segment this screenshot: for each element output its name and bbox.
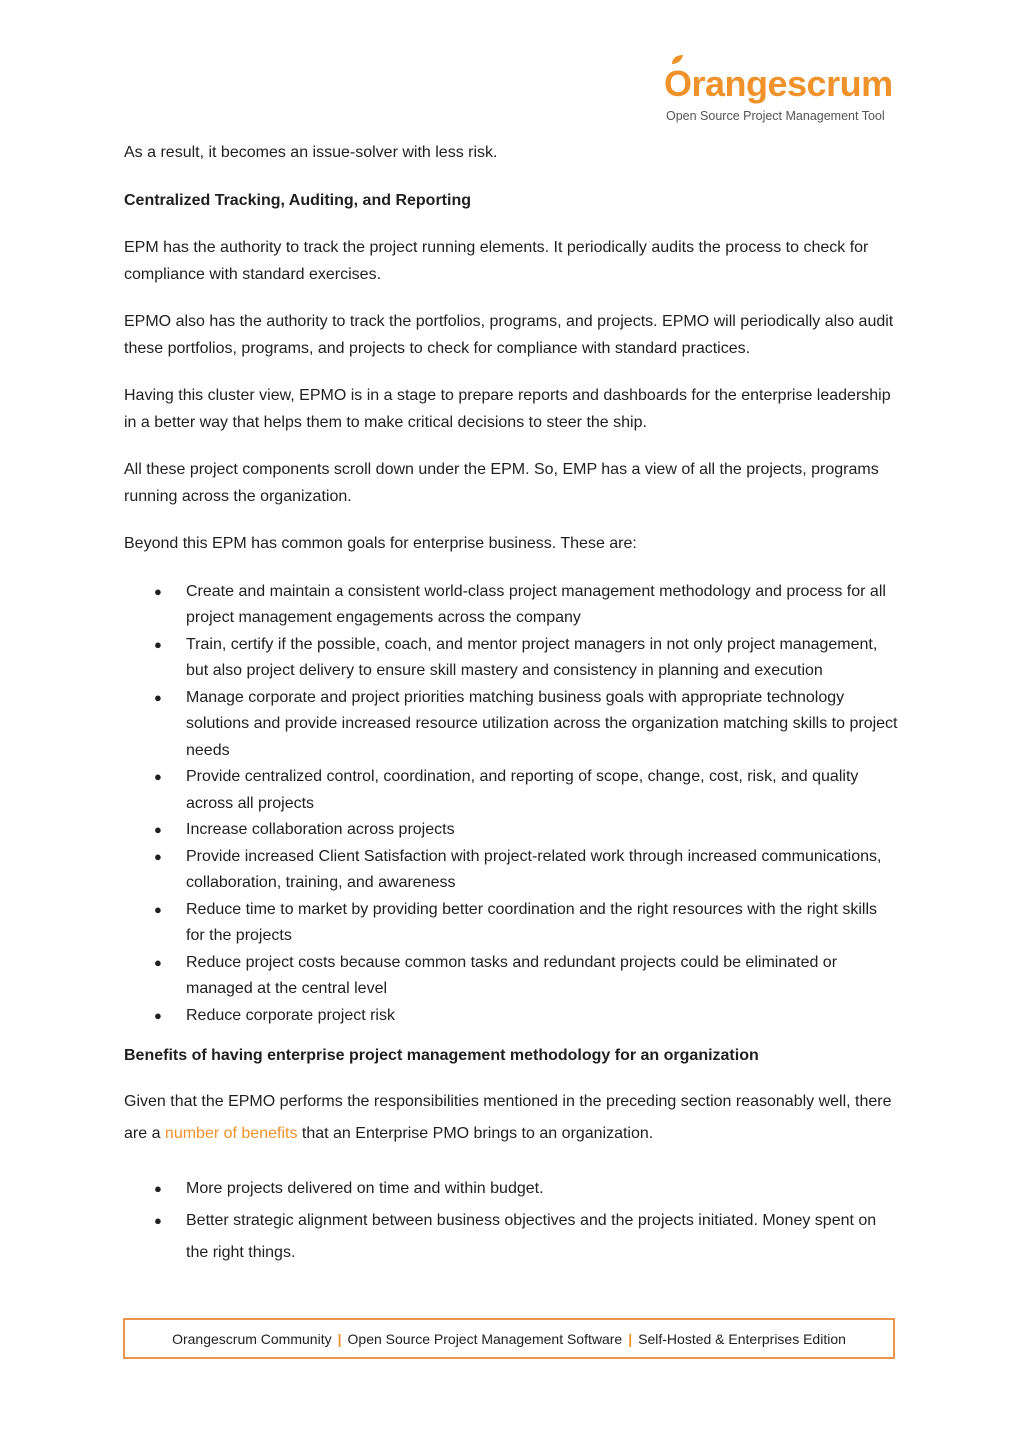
goals-list bbox=[124, 579, 899, 1030]
benefits-list bbox=[124, 1173, 899, 1269]
document-body bbox=[124, 140, 899, 1283]
paragraph-project-components: All these project components scroll down under the EPM. So, EMP has a view of all the projects, programs running across the organization. bbox=[124, 461, 879, 505]
footer-community: Orangescrum Community bbox=[172, 1330, 332, 1347]
page-footer bbox=[123, 1318, 895, 1359]
footer-edition: Self-Hosted & Enterprises Edition bbox=[638, 1330, 846, 1347]
heading-centralized-tracking: Centralized Tracking, Auditing, and Reporting bbox=[124, 191, 471, 209]
paragraph-epm-authority: EPM has the authority to track the project running elements. It periodically audits the process to check for compliance with standard exercises. bbox=[124, 239, 869, 283]
list-item: ● Reduce time to market by providing better coordination and the right resources with the right skills for the projects bbox=[124, 897, 899, 950]
orangescrum-logo bbox=[664, 64, 904, 134]
footer-separator: | bbox=[337, 1330, 342, 1347]
paragraph-epmo-authority: EPMO also has the authority to track the portfolios, programs, and projects. EPMO will periodically also audit these portfolios, programs, and projects to check for compliance with standard practices. bbox=[124, 313, 894, 357]
logo-wordmark: Orangescrum bbox=[664, 63, 893, 104]
paragraph-benefits-intro: Given that the EPMO performs the responsibilities mentioned in the preceding section reasonably well, there are a number of benefits that an Enterprise PMO brings to an organization. bbox=[124, 1092, 892, 1142]
bullet-icon: ● bbox=[154, 901, 162, 917]
list-item: ● More projects delivered on time and within budget. bbox=[124, 1173, 899, 1205]
list-item: ● Provide increased Client Satisfaction with project-related work through increased communications, collaboration, training, and awareness bbox=[124, 844, 899, 897]
list-item: ● Create and maintain a consistent world-class project management methodology and process for all project management engagements across the company bbox=[124, 579, 899, 632]
leaf-icon bbox=[670, 54, 684, 66]
list-item: ● Increase collaboration across projects bbox=[124, 817, 899, 844]
bullet-icon: ● bbox=[154, 1180, 162, 1196]
bullet-icon: ● bbox=[154, 1212, 162, 1228]
list-item: ● Reduce corporate project risk bbox=[124, 1003, 899, 1030]
list-item: ● Train, certify if the possible, coach, and mentor project managers in not only project management, but also project delivery to ensure skill mastery and consistency in planning and execution bbox=[124, 632, 899, 685]
bullet-icon: ● bbox=[154, 848, 162, 864]
bullet-icon: ● bbox=[154, 1007, 162, 1023]
heading-benefits: Benefits of having enterprise project management methodology for an organization bbox=[124, 1047, 759, 1064]
bullet-icon: ● bbox=[154, 636, 162, 652]
paragraph-cluster-view: Having this cluster view, EPMO is in a stage to prepare reports and dashboards for the enterprise leadership in a better way that helps them to make critical decisions to steer the ship. bbox=[124, 387, 891, 431]
paragraph-common-goals-intro: Beyond this EPM has common goals for enterprise business. These are: bbox=[124, 535, 637, 552]
logo-tagline: Open Source Project Management Tool bbox=[666, 109, 885, 123]
list-item: ● Provide centralized control, coordination, and reporting of scope, change, cost, risk, and quality across all projects bbox=[124, 764, 899, 817]
footer-software: Open Source Project Management Software bbox=[347, 1330, 623, 1347]
paragraph-issue-solver: As a result, it becomes an issue-solver with less risk. bbox=[124, 144, 498, 161]
list-item: ● Better strategic alignment between business objectives and the projects initiated. Money spent on the right things. bbox=[124, 1205, 899, 1269]
list-item: ● Reduce project costs because common tasks and redundant projects could be eliminated or managed at the central level bbox=[124, 950, 899, 1003]
footer-separator: | bbox=[628, 1330, 633, 1347]
bullet-icon: ● bbox=[154, 583, 162, 599]
bullet-icon: ● bbox=[154, 822, 162, 837]
bullet-icon: ● bbox=[154, 769, 162, 784]
bullet-icon: ● bbox=[154, 954, 162, 970]
number-of-benefits-link[interactable]: number of benefits bbox=[164, 1124, 298, 1142]
bullet-icon: ● bbox=[154, 689, 162, 705]
list-item: ● Manage corporate and project priorities matching business goals with appropriate technology solutions and provide increased resource utilization across the organization matching skills to project needs bbox=[124, 685, 899, 765]
